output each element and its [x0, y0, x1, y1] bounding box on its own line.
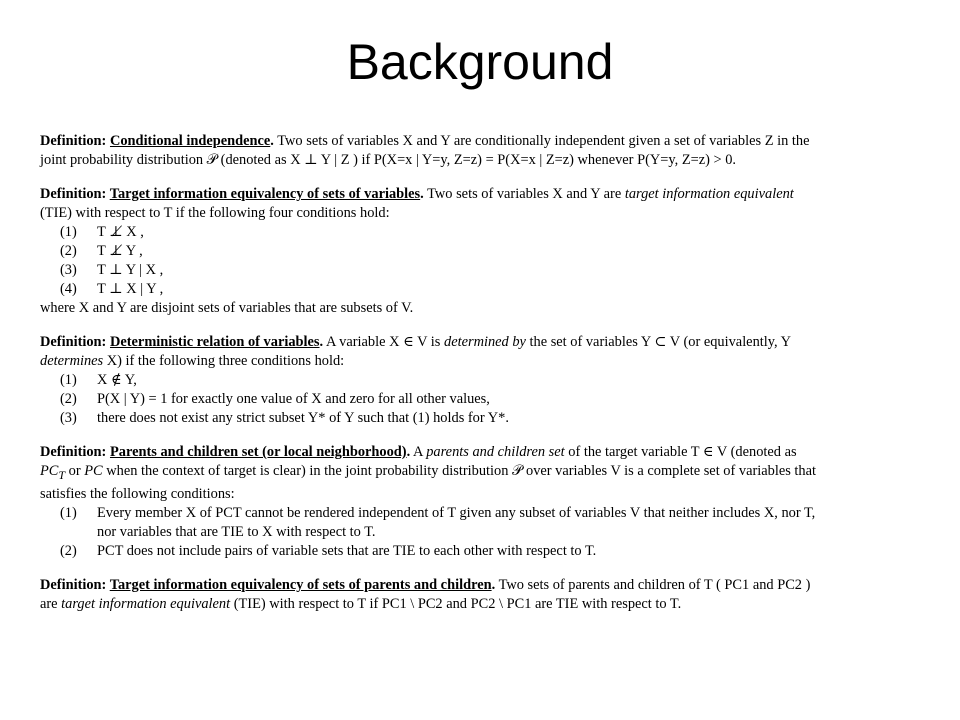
list-item: (2) PCT does not include pairs of variable sets that are TIE to each other with respect to T.	[60, 542, 597, 559]
list-item: (1) X ∉ Y,	[60, 372, 137, 388]
definition-term: Target information equivalency of sets of parents and children	[109, 576, 492, 593]
list-item: (4) T ⊥ X | Y ,	[60, 281, 164, 297]
list-item: (3) there does not exist any strict subset Y* of Y such that (1) holds for Y*.	[60, 410, 509, 426]
slide-title: Background	[346, 34, 614, 90]
definition-text: Definition: Target information equivalency of sets of parents and children. Two sets of parents and children of T ( PC1 and PC2 )	[40, 576, 811, 593]
definition-emphasis: target information equivalent	[624, 186, 794, 202]
definition-tie-variables	[40, 185, 910, 318]
definition-line: $PC_T$ or PC when the context of target is clear) in the joint probability distribution 𝒫 over variables V is a complete set of variables that	[40, 463, 816, 482]
definition-term: Deterministic relation of variables	[109, 334, 320, 350]
definition-parents-children-set	[40, 443, 910, 561]
list-item: (2) T ⊥̸ Y ,	[60, 243, 143, 259]
condition-list	[40, 371, 910, 428]
definition-term: Target information equivalency of sets of variables	[109, 186, 421, 202]
definition-line: determines X) if the following three conditions hold:	[40, 353, 345, 369]
definition-text: Definition: Target information equivalency of sets of variables. Two sets of variables X and Y are target information equivalent	[40, 186, 794, 202]
definition-text: Definition: Conditional independence. Two sets of variables X and Y are conditionally independent given a set of variables Z in the	[40, 133, 810, 149]
slide-content	[40, 132, 910, 629]
definition-label: Definition:	[40, 133, 107, 149]
definition-line: are target information equivalent (TIE) with respect to T if PC1 \ PC2 and PC2 \ PC1 are TIE with respect to T.	[40, 595, 682, 612]
definition-term: Parents and children set (or local neighborhood)	[109, 444, 407, 460]
definition-text: Definition: Deterministic relation of variables. A variable X ∈ V is determined by the set of variables Y ⊂ V (or equivalently, Y	[40, 334, 792, 350]
definition-line: (TIE) with respect to T if the following four conditions hold:	[40, 205, 390, 221]
definition-line: joint probability distribution 𝒫 (denoted as X ⊥ Y | Z ) if P(X=x | Y=y, Z=z) = P(X=x | Z=z) whenever P(Y=y, Z=z) > 0.	[40, 152, 737, 168]
definition-label: Definition:	[40, 576, 107, 593]
definition-line: Two sets of variables X and Y are conditionally independent given a set of variables Z in the	[277, 133, 810, 149]
definition-conditional-independence	[40, 132, 910, 170]
definition-label: Definition:	[40, 186, 107, 202]
definition-label: Definition:	[40, 334, 107, 350]
list-item: (3) T ⊥ Y | X ,	[60, 262, 164, 278]
definition-line: satisfies the following conditions:	[40, 485, 235, 502]
definition-text: Definition: Parents and children set (or local neighborhood). A parents and children set of the target variable T ∈ V (denoted as	[40, 444, 797, 460]
condition-list	[40, 504, 910, 561]
list-item: (1) T ⊥̸ X ,	[60, 224, 144, 240]
definition-term: Conditional independence	[109, 133, 271, 149]
definition-label: Definition:	[40, 444, 107, 460]
condition-list	[40, 223, 910, 299]
definition-tie-parents-children	[40, 576, 910, 614]
definition-outro: where X and Y are disjoint sets of variables that are subsets of V.	[40, 300, 414, 316]
definition-deterministic-relation	[40, 333, 910, 428]
definition-intro: Two sets of variables X and Y are	[427, 186, 625, 202]
list-item: (1) Every member X of PCT cannot be rendered independent of T given any subset of variables V that neither includes X, nor T, nor variables that are TIE to X with respect to T.	[60, 504, 816, 540]
list-item: (2) P(X | Y) = 1 for exactly one value of X and zero for all other values,	[60, 391, 490, 407]
